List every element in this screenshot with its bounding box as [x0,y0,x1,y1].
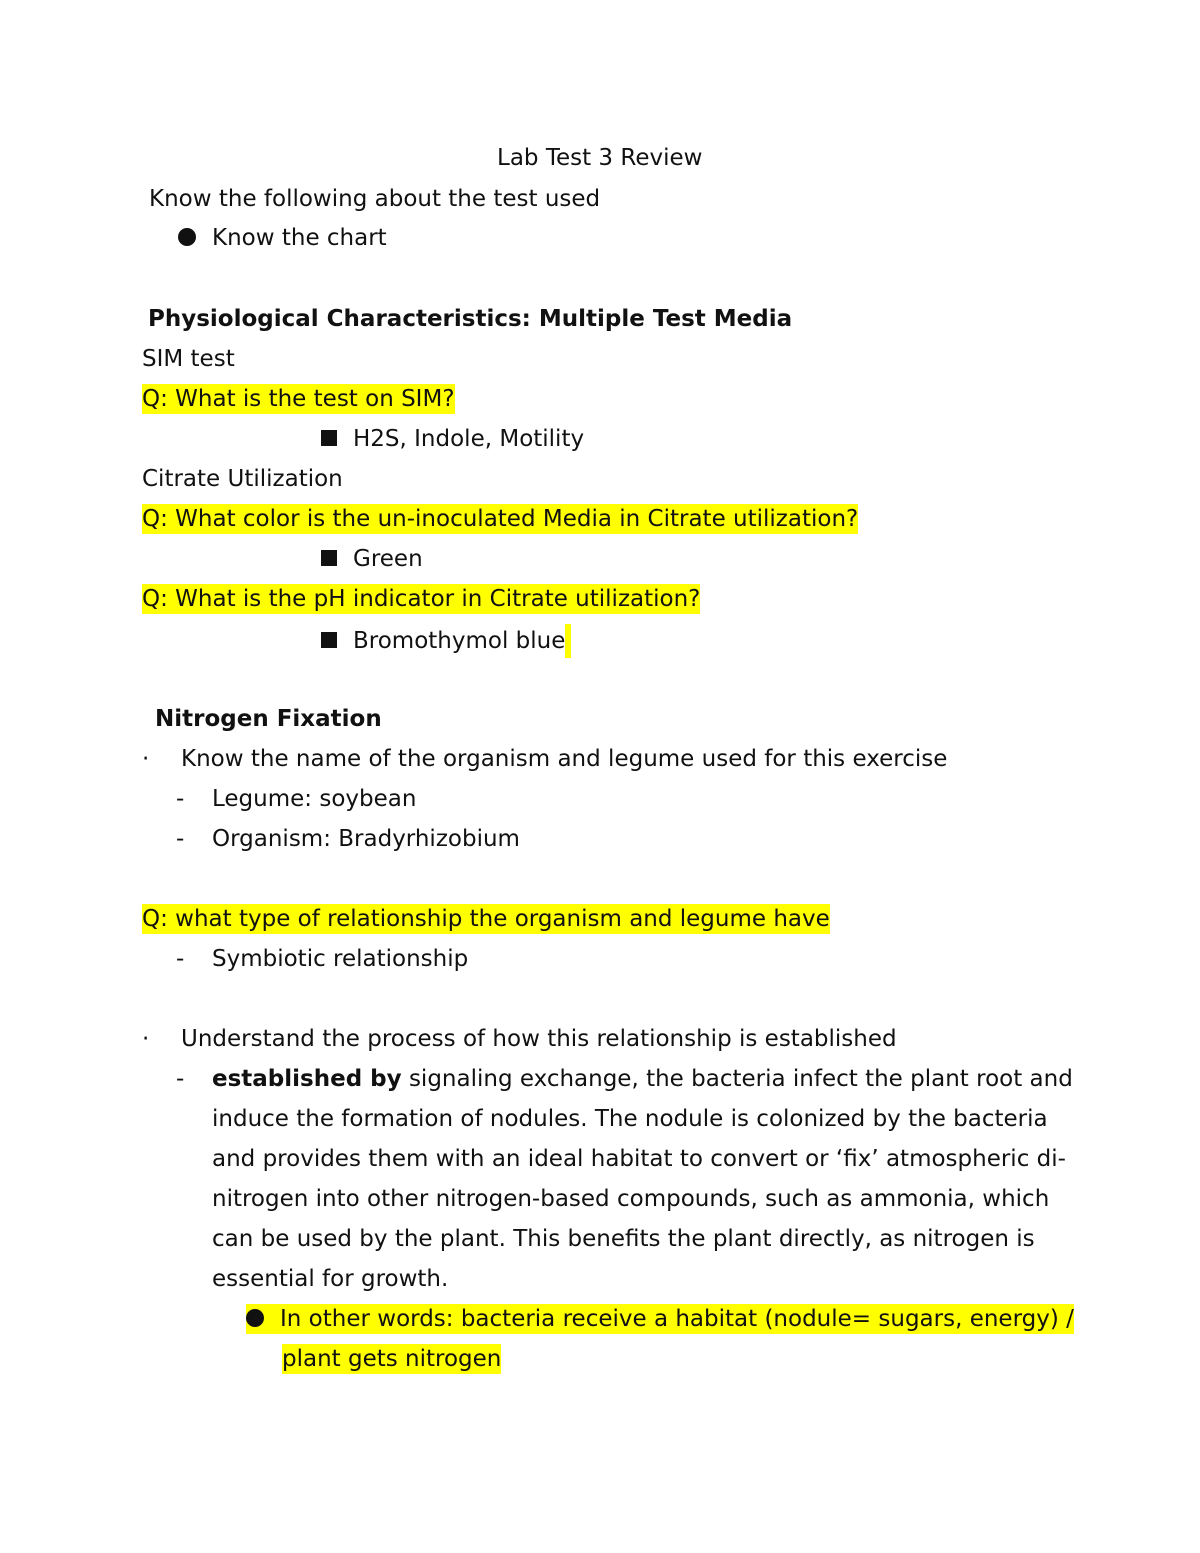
bullet-dot-icon [246,1309,264,1327]
process-line-1 [212,1064,1073,1094]
dash-mark: - [176,826,185,852]
bullet-dot-icon [178,228,196,246]
bullet-mark: · [142,1026,150,1052]
intro-text: Know the following about the test used [149,186,601,212]
bullet-square-icon [321,632,337,648]
summary-line-1 [246,1304,1074,1334]
answer-ph-indicator-text: Bromothymol blue [353,628,566,654]
nitrogen-item-organism: Know the name of the organism and legume used for this exercise [181,746,948,772]
question-sim [142,384,455,414]
question-ph-indicator [142,584,700,614]
process-bold-lead: established by [212,1066,402,1092]
question-relationship [142,904,830,934]
question-citrate-color [142,504,858,534]
dash-mark: - [176,786,185,812]
highlight-fragment [565,624,571,658]
intro-list-item [178,223,387,253]
dash-mark: - [176,1066,185,1092]
summary-highlight-1 [246,1304,1074,1334]
question-sim-text: Q: What is the test on SIM? [142,386,455,412]
bullet-square-icon [321,550,337,566]
intro-list-item-text: Know the chart [212,225,387,251]
bullet-square-icon [321,430,337,446]
question-ph-indicator-text: Q: What is the pH indicator in Citrate utilization? [142,586,701,612]
answer-ph-indicator [321,624,571,658]
process-line-2: induce the formation of nodules. The nodule is colonized by the bacteria [212,1106,1048,1132]
section-heading-nitrogen: Nitrogen Fixation [155,706,382,732]
summary-line-1-text: In other words: bacteria receive a habitat (nodule= sugars, energy) / [280,1306,1074,1332]
process-line-3: and provides them with an ideal habitat to convert or ‘fix’ atmospheric di- [212,1146,1066,1172]
process-line-4: nitrogen into other nitrogen-based compounds, such as ammonia, which [212,1186,1050,1212]
summary-line-2 [282,1344,501,1374]
nitrogen-item-process: Understand the process of how this relationship is established [181,1026,897,1052]
sim-test-label: SIM test [142,346,235,372]
answer-citrate-color [321,544,423,574]
dash-mark: - [176,946,185,972]
legume-item: Legume: soybean [212,786,417,812]
question-citrate-color-text: Q: What color is the un-inoculated Media in Citrate utilization? [142,506,859,532]
section-heading-physiological: Physiological Characteristics: Multiple Test Media [148,306,793,332]
question-relationship-text: Q: what type of relationship the organism and legume have [142,906,830,932]
citrate-label: Citrate Utilization [142,466,343,492]
answer-citrate-color-text: Green [353,546,423,572]
answer-sim-text: H2S, Indole, Motility [353,426,585,452]
organism-item: Organism: Bradyrhizobium [212,826,520,852]
bullet-mark: · [142,746,150,772]
process-line-1-text: signaling exchange, the bacteria infect the plant root and [401,1066,1073,1092]
summary-line-2-text: plant gets nitrogen [282,1346,502,1372]
process-line-5: can be used by the plant. This benefits the plant directly, as nitrogen is [212,1226,1035,1252]
answer-sim [321,424,584,454]
answer-relationship: Symbiotic relationship [212,946,469,972]
document-title: Lab Test 3 Review [497,145,703,171]
process-line-6: essential for growth. [212,1266,449,1292]
